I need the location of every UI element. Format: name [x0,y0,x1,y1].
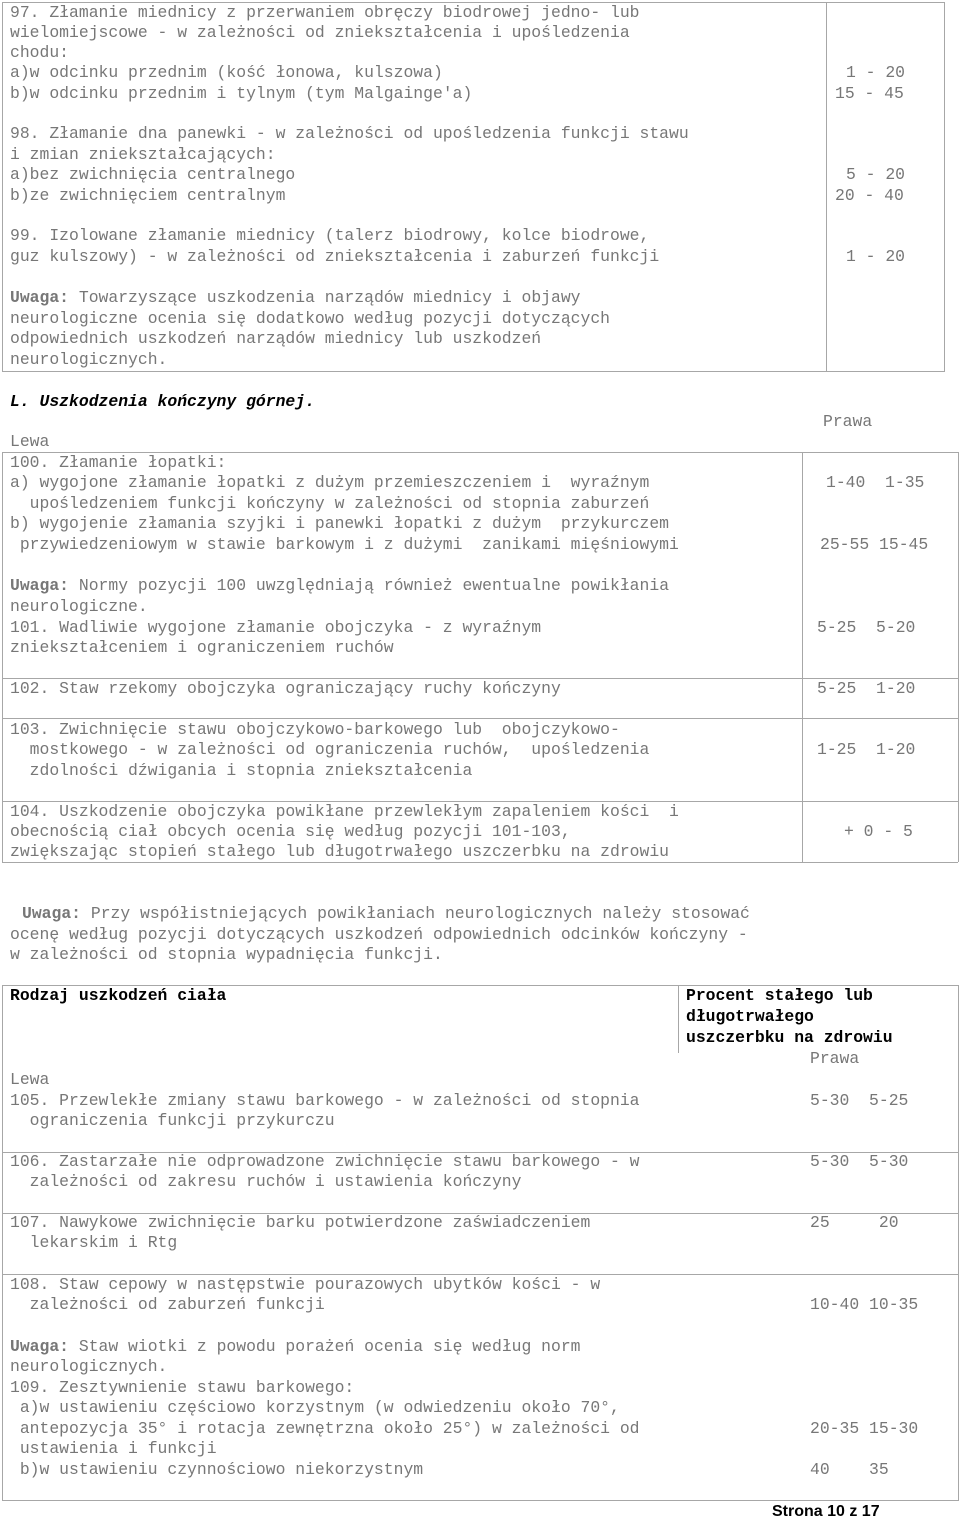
item-104-line-2: obecnością ciał obcych ocenia się według pozycji 101-103, [10,822,571,841]
table-header-type: Rodzaj uszkodzeń ciała [10,986,227,1005]
item-99-line-2: guz kulszowy) - w zależności od zniekształcenia i zaburzeń funkcji [10,247,660,266]
table-header-percent-3: uszczerbku na zdrowiu [686,1028,893,1047]
table-header-percent-2: długotrwałego [686,1007,814,1026]
table-header-percent-1: Procent stałego lub [686,986,873,1005]
item-108-line-2: zależności od zaburzeń funkcji [10,1295,325,1314]
item-98-line-2: i zmian zniekształcających: [10,145,276,164]
item-99-value: 1 - 20 [846,247,906,266]
item-101-line-1: 101. Wadliwie wygojone złamanie obojczyka - z wyraźnym [10,618,542,637]
note-mid-line-1 [22,904,750,924]
item-98-value-a: 5 - 20 [846,165,906,184]
note-108-line-2: neurologicznych. [10,1357,168,1376]
item-100-line-1: 100. Złamanie łopatki: [10,453,227,472]
note-100-line-1 [10,576,669,596]
note-mid-line-2: ocenę według pozycji dotyczących uszkodzeń odpowiednich odcinków kończyny - [10,925,748,944]
item-103-line-2: mostkowego - w zależności od ograniczenia ruchów, upośledzenia [10,740,650,759]
item-98-line-4: b)ze zwichnięciem centralnym [10,186,286,205]
note-99-line-3: odpowiednich uszkodzeń narządów miednicy lub uszkodzeń [10,329,542,348]
item-97-line-5: b)w odcinku przednim i tylnym (tym Malgainge'a) [10,84,473,103]
note-99-line-2: neurologiczne ocenia się dodatkowo według pozycji dotyczących [10,309,610,328]
item-97-value-a: 1 - 20 [846,63,906,82]
item-103-line-1: 103. Zwichnięcie stawu obojczykowo-barkowego lub obojczykowo- [10,720,620,739]
item-101-line-2: zniekształceniem i ograniczeniem ruchów [10,638,394,657]
item-104-value: + 0 - 5 [844,822,913,841]
note-text: Towarzyszące uszkodzenia narządów miednicy i objawy [69,288,581,307]
note-label: Uwaga: [22,904,82,923]
page-number: Strona 10 z 17 [772,1503,880,1520]
item-97-line-1: 97. Złamanie miednicy z przerwaniem obręczy biodrowej jedno- lub [10,3,640,22]
item-100-line-4: b) wygojenie złamania szyjki i panewki łopatki z dużym przykurczem [10,514,670,533]
item-105-line-2: ograniczenia funkcji przykurczu [10,1111,335,1130]
note-108-line-1 [10,1337,581,1357]
item-109-value-b: 40 35 [810,1460,889,1479]
note-mid-line-3: w zależności od stopnia wypadnięcia funkcji. [10,945,443,964]
note-99-line-4: neurologicznych. [10,350,168,369]
note-label: Uwaga: [10,576,70,595]
item-108-line-1: 108. Staw cepowy w następstwie pourazowych ubytków kości - w [10,1275,601,1294]
item-97-line-3: chodu: [10,43,70,62]
item-109-line-3: antepozycja 35° i rotacja zewnętrzna około 25°) w zależności od [10,1419,640,1438]
item-100-value-a: 1-40 1-35 [826,473,925,492]
item-100-line-2: a) wygojone złamanie łopatki z dużym przemieszczeniem i wyraźnym [10,473,650,492]
item-103-value: 1-25 1-20 [817,740,916,759]
item-107-line-1: 107. Nawykowe zwichnięcie barku potwierdzone zaświadczeniem [10,1213,591,1232]
note-text: Staw wiotki z powodu porażeń ocenia się według norm [69,1337,581,1356]
item-101-value: 5-25 5-20 [817,618,916,637]
item-97-line-2: wielomiejscowe - w zależności od zniekształcenia i upośledzenia [10,23,630,42]
item-102-value: 5-25 1-20 [817,679,916,698]
item-98-line-3: a)bez zwichnięcia centralnego [10,165,296,184]
note-99-line-1 [10,288,581,308]
item-99-line-1: 99. Izolowane złamanie miednicy (talerz biodrowy, kolce biodrowe, [10,226,650,245]
item-98-line-1: 98. Złamanie dna panewki - w zależności od upośledzenia funkcji stawu [10,124,689,143]
item-109-line-2: a)w ustawieniu częściowo korzystnym (w odwiedzeniu około 70°, [10,1398,620,1417]
item-109-line-4: ustawienia i funkcji [10,1439,217,1458]
table-col-left-label: Lewa [10,1070,50,1089]
item-106-value: 5-30 5-30 [810,1152,909,1171]
item-100-line-5: przywiedzeniowym w stawie barkowym i z dużymi zanikami mięśniowymi [10,535,679,554]
section-heading: L. Uszkodzenia kończyny górnej. [10,392,315,411]
item-103-line-3: zdolności dźwigania i stopnia zniekształcenia [10,761,473,780]
item-107-value: 25 20 [810,1213,899,1232]
item-106-line-1: 106. Zastarzałe nie odprowadzone zwichnięcie stawu barkowego - w [10,1152,640,1171]
note-label: Uwaga: [10,288,70,307]
item-109-value-a: 20-35 15-30 [810,1419,919,1438]
item-97-line-4: a)w odcinku przednim (kość łonowa, kulszowa) [10,63,443,82]
item-98-value-b: 20 - 40 [835,186,904,205]
item-107-line-2: lekarskim i Rtg [10,1233,178,1252]
column-right-label: Prawa [823,412,873,431]
item-100-line-3: upośledzeniem funkcji kończyny w zależności od stopnia zaburzeń [10,494,650,513]
item-105-line-1: 105. Przewlekłe zmiany stawu barkowego - w zależności od stopnia [10,1091,640,1110]
item-109-line-1: 109. Zesztywnienie stawu barkowego: [10,1378,355,1397]
item-105-value: 5-30 5-25 [810,1091,909,1110]
item-104-line-3: zwiększając stopień stałego lub długotrwałego uszczerbku na zdrowiu [10,842,670,861]
item-106-line-2: zależności od zakresu ruchów i ustawienia kończyny [10,1172,522,1191]
note-text: Przy współistniejących powikłaniach neurologicznych należy stosować [81,904,750,923]
item-108-value: 10-40 10-35 [810,1295,919,1314]
table-col-right-label: Prawa [810,1049,860,1068]
note-text: Normy pozycji 100 uwzględniają również ewentualne powikłania [69,576,670,595]
item-102-line-1: 102. Staw rzekomy obojczyka ograniczający ruchy kończyny [10,679,561,698]
column-left-label: Lewa [10,432,50,451]
item-109-line-5: b)w ustawieniu czynnościowo niekorzystnym [10,1460,424,1479]
note-label: Uwaga: [10,1337,70,1356]
item-100-value-b: 25-55 15-45 [820,535,929,554]
note-100-line-2: neurologiczne. [10,597,148,616]
item-104-line-1: 104. Uszkodzenie obojczyka powikłane przewlekłym zapaleniem kości i [10,802,679,821]
item-97-value-b: 15 - 45 [835,84,904,103]
